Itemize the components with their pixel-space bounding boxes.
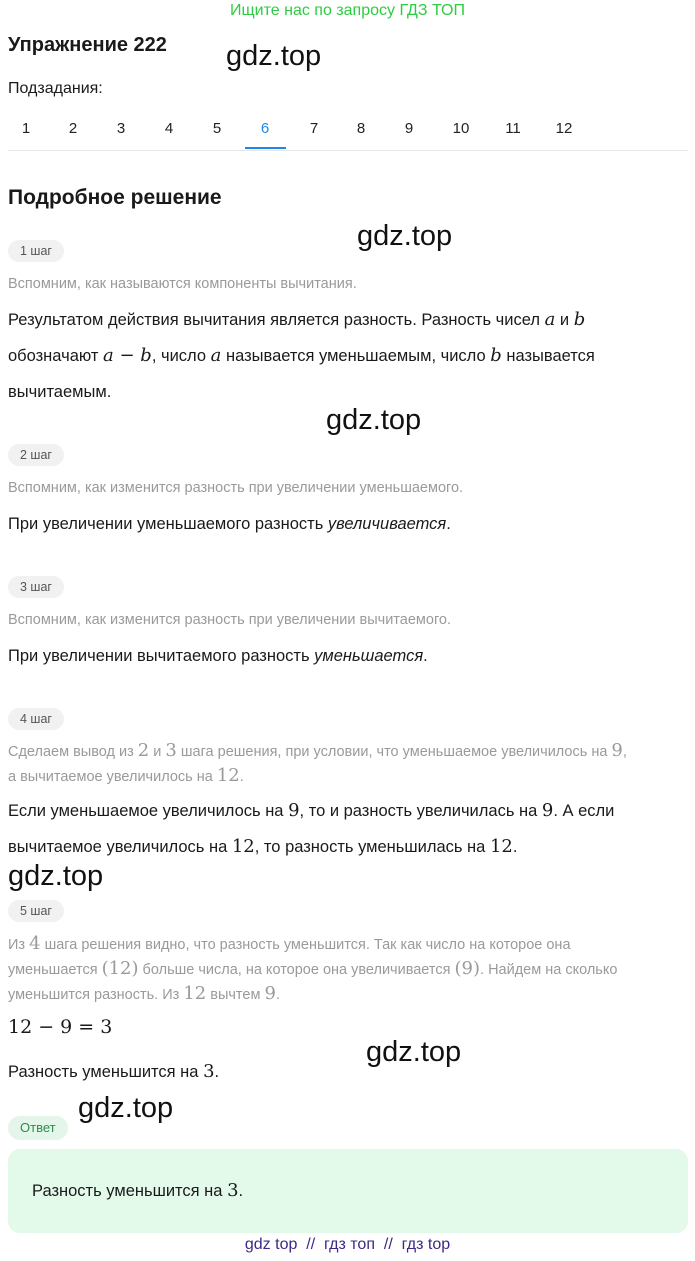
watermark: gdz.top	[326, 404, 422, 436]
answer-badge: Ответ	[8, 1116, 68, 1140]
step-text: При увеличении уменьшаемого разность увеличивается.	[8, 515, 451, 533]
active-tab-indicator	[245, 147, 286, 149]
step-badge: 2 шаг	[8, 444, 64, 466]
step-badge: 4 шаг	[8, 708, 64, 730]
equation: 12 − 9 = 3	[8, 1016, 113, 1038]
step-hint: Вспомним, как называются компоненты вычитания.	[8, 276, 357, 292]
answer-box	[8, 1149, 688, 1233]
step-badge: 1 шаг	[8, 240, 64, 262]
tab-5[interactable]: 5	[212, 120, 222, 137]
subtasks-label: Подзадания:	[8, 80, 103, 97]
tab-6[interactable]: 6	[260, 120, 270, 137]
step-hint: Сделаем вывод из 2 и 3 шага решения, при условии, что уменьшаемое увеличилось на 9, а вычитаемое увеличилось на 12.	[8, 740, 627, 786]
step-text: При увеличении вычитаемого разность уменьшается.	[8, 647, 428, 665]
answer-text: Разность уменьшится на 3.	[32, 1180, 244, 1201]
watermark: gdz.top	[78, 1092, 174, 1124]
tab-7[interactable]: 7	[309, 120, 319, 137]
section-title: Подробное решение	[8, 186, 222, 209]
watermark: gdz.top	[8, 860, 104, 892]
tab-4[interactable]: 4	[164, 120, 174, 137]
step-badge: 3 шаг	[8, 576, 64, 598]
tab-3[interactable]: 3	[116, 120, 126, 137]
step-badge: 5 шаг	[8, 900, 64, 922]
subtask-tabs	[8, 110, 688, 151]
promo-banner[interactable]: Ищите нас по запросу ГДЗ ТОП	[230, 2, 465, 19]
tab-10[interactable]: 10	[452, 120, 470, 137]
tab-9[interactable]: 9	[404, 120, 414, 137]
step-text: Результатом действия вычитания является разность. Разность чисел a и b обозначают a − b, число a называется уменьшаемым, число b называется вычитаемым.	[8, 309, 595, 401]
watermark: gdz.top	[366, 1036, 462, 1068]
step-hint: Из 4 шага решения видно, что разность уменьшится. Так как число на которое она уменьшается (12) больше числа, на которое она увеличивается (9). Найдем на сколько уменьшится разность. Из 12 вычтем 9.	[8, 933, 618, 1004]
step-hint: Вспомним, как изменится разность при увеличении уменьшаемого.	[8, 480, 464, 496]
page-title: Упражнение 222	[8, 34, 167, 56]
step-text: Разность уменьшится на 3.	[8, 1061, 220, 1082]
watermark: gdz.top	[357, 220, 453, 252]
tab-1[interactable]: 1	[21, 120, 31, 137]
tab-12[interactable]: 12	[555, 120, 573, 137]
footer-links[interactable]: gdz top // гдз топ // гдз top	[244, 1236, 451, 1253]
tab-2[interactable]: 2	[68, 120, 78, 137]
watermark: gdz.top	[226, 40, 322, 72]
step-text: Если уменьшаемое увеличилось на 9, то и разность увеличилась на 9. А если вычитаемое увеличилось на 12, то разность уменьшилась на 12.	[8, 800, 615, 857]
step-hint: Вспомним, как изменится разность при увеличении вычитаемого.	[8, 612, 452, 628]
tab-8[interactable]: 8	[356, 120, 366, 137]
tab-11[interactable]: 11	[505, 120, 521, 137]
